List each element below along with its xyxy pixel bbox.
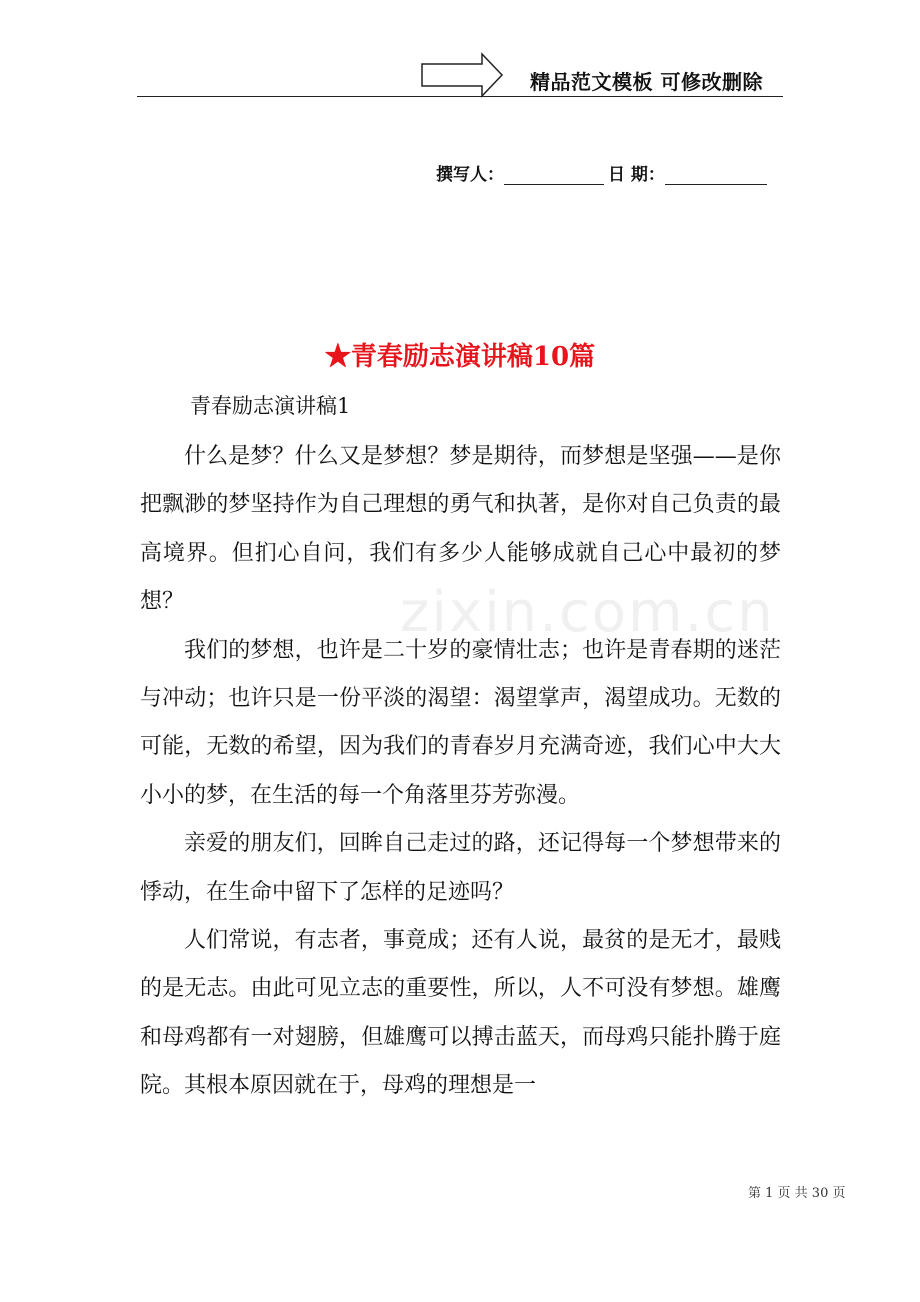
header-banner: 精品范文模板 可修改删除 [530, 70, 763, 94]
author-label: 撰写人： [436, 165, 504, 185]
body-text [140, 433, 781, 1111]
author-date-line [436, 160, 767, 185]
arrow-icon [420, 52, 504, 98]
author-blank [504, 166, 604, 185]
date-label: 日 期： [608, 165, 665, 185]
section-heading: 青春励志演讲稿1 [190, 394, 351, 418]
paragraph: 人们常说，有志者，事竟成；还有人说，最贫的是无才，最贱的是无志。由此可见立志的重要性，所以，人不可没有梦想。雄鹰和母鸡都有一对翅膀，但雄鹰可以搏击蓝天，而母鸡只能扑腾于庭院。其根本原因就在于，母鸡的理想是一 [140, 928, 781, 1099]
header-rule [137, 96, 783, 97]
date-blank [665, 166, 767, 185]
document-title: ★青春励志演讲稿10篇 [324, 342, 596, 372]
paragraph: 什么是梦？什么又是梦想？梦是期待，而梦想是坚强——是你把飘渺的梦坚持作为自己理想的勇气和执著，是你对自己负责的最高境界。但扪心自问，我们有多少人能够成就自己心中最初的梦想？ [140, 444, 781, 615]
paragraph: 我们的梦想，也许是二十岁的豪情壮志；也许是青春期的迷茫与冲动；也许只是一份平淡的渴望：渴望掌声，渴望成功。无数的可能，无数的希望，因为我们的青春岁月充满奇迹，我们心中大大小小的梦，在生活的每一个角落里芬芳弥漫。 [140, 637, 781, 808]
watermark: zixin.com.cn [400, 580, 775, 645]
page-number: 第 1 页 共 30 页 [748, 1186, 846, 1201]
paragraph: 亲爱的朋友们，回眸自己走过的路，还记得每一个梦想带来的悸动，在生命中留下了怎样的足迹吗？ [140, 831, 781, 905]
